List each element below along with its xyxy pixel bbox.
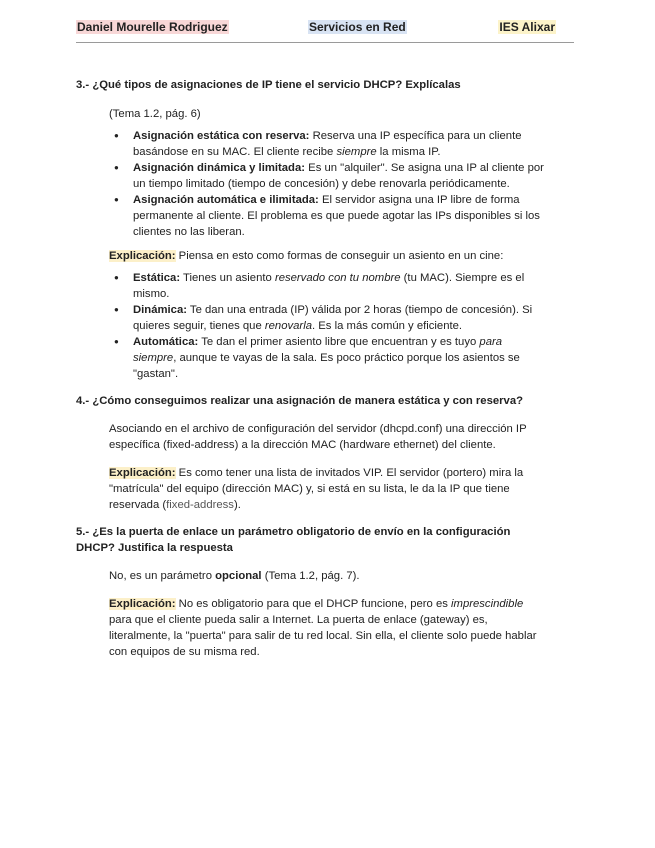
question-5-title: 5.- ¿Es la puerta de enlace un parámetro obligatorio de envío en la configuración DHCP? Justifica la respuesta — [76, 526, 511, 554]
author-name: Daniel Mourelle Rodriguez — [77, 20, 228, 34]
question-3-answer — [109, 106, 546, 382]
question-4-explanation: Explicación: Es como tener una lista de invitados VIP. El servidor (portero) mira la "matrícula" del equipo (dirección MAC) y, si está en su lista, le da la IP que tiene reservada (fixed-address). — [109, 467, 524, 511]
question-3-reference: (Tema 1.2, pág. 6) — [109, 108, 201, 120]
explanation-label: Explicación: — [109, 467, 176, 479]
list-item: ● Dinámica: Te dan una entrada (IP) válida por 2 horas (tiempo de concesión). Si quieres seguir, tienes que renovarla. Es la más común y eficiente. — [109, 302, 546, 334]
page-header — [76, 18, 574, 43]
list-item: ● Automática: Te dan el primer asiento libre que encuentran y es tuyo para siempre, aunque te vayas de la sala. Es poco práctico porque los asientos se "gastan". — [109, 334, 546, 382]
cinema-analogy-list — [109, 270, 546, 382]
question-5-explanation: Explicación: No es obligatorio para que el DHCP funcione, pero es imprescindible para que el cliente pueda salir a Internet. La puerta de enlace (gateway) es, literalmente, la "puerta" para salir de tu red local. Sin ella, el cliente solo puede hablar con equipos de su misma red. — [109, 598, 537, 658]
question-4-answer-text: Asociando en el archivo de configuración del servidor (dhcpd.conf) una dirección IP específica (fixed-address) a la dirección MAC (hardware ethernet) del cliente. — [109, 423, 527, 451]
explanation-label: Explicación: — [109, 598, 176, 610]
list-item: ● Asignación dinámica y limitada: Es un "alquiler". Se asigna una IP al cliente por un tiempo limitado (tiempo de concesión) y debe renovarla periódicamente. — [109, 160, 546, 192]
question-5-answer — [109, 568, 546, 660]
explanation-label: Explicación: — [109, 250, 176, 262]
question-4-title: 4.- ¿Cómo conseguimos realizar una asignación de manera estática y con reserva? — [76, 395, 524, 407]
question-4-answer — [109, 421, 546, 513]
question-3-explanation: Explicación: Piensa en esto como formas de conseguir un asiento en un cine: — [109, 250, 504, 262]
list-item: ● Asignación estática con reserva: Reserva una IP específica para un cliente basándose en su MAC. El cliente recibe siempre la misma IP. — [109, 128, 546, 160]
question-3-title: 3.- ¿Qué tipos de asignaciones de IP tiene el servicio DHCP? Explícalas — [76, 79, 461, 91]
document-body — [76, 77, 546, 660]
school-name: IES Alixar — [499, 20, 555, 34]
list-item: ● Asignación automática e ilimitada: El servidor asigna una IP libre de forma permanente al cliente. El problema es que puede agotar las IPs disponibles si los clientes no las liberan. — [109, 192, 546, 240]
subject-name: Servicios en Red — [309, 20, 406, 34]
assignment-types-list — [109, 128, 546, 240]
question-5-answer-text: No, es un parámetro opcional (Tema 1.2, pág. 7). — [109, 570, 360, 582]
list-item: ● Estática: Tienes un asiento reservado con tu nombre (tu MAC). Siempre es el mismo. — [109, 270, 546, 302]
